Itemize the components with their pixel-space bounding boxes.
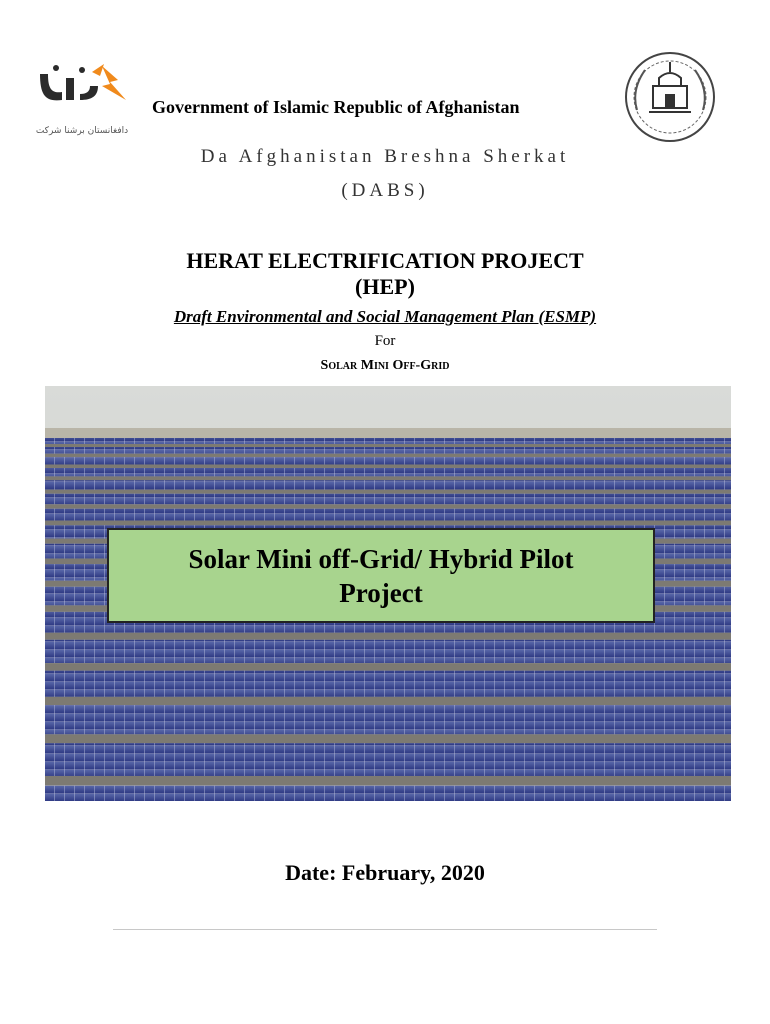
dabs-logo-mark [32,56,132,126]
footer-divider [113,929,657,930]
government-name: Government of Islamic Republic of Afghanistan [152,97,520,117]
logo-caption: دافغانستان برشنا شرکت [35,126,129,136]
national-emblem [623,50,717,144]
banner-text: Solar Mini off-Grid/ Hybrid Pilot Project [188,543,574,608]
cover-banner [107,528,655,623]
company-abbreviation: (DABS) [341,180,429,201]
dabs-logo [32,56,132,140]
scope-label: Solar Mini Off-Grid [320,358,450,373]
for-label: For [374,333,396,349]
project-title [0,248,770,300]
company-name: Da Afghanistan Breshna Sherkat [200,146,570,167]
document-date: Date: February, 2020 [285,860,485,885]
project-title-line2: (HEP) [355,274,415,299]
document-subtitle: Draft Environmental and Social Management Plan (ESMP) [173,307,597,326]
project-title-line1: HERAT ELECTRIFICATION PROJECT [186,248,584,273]
